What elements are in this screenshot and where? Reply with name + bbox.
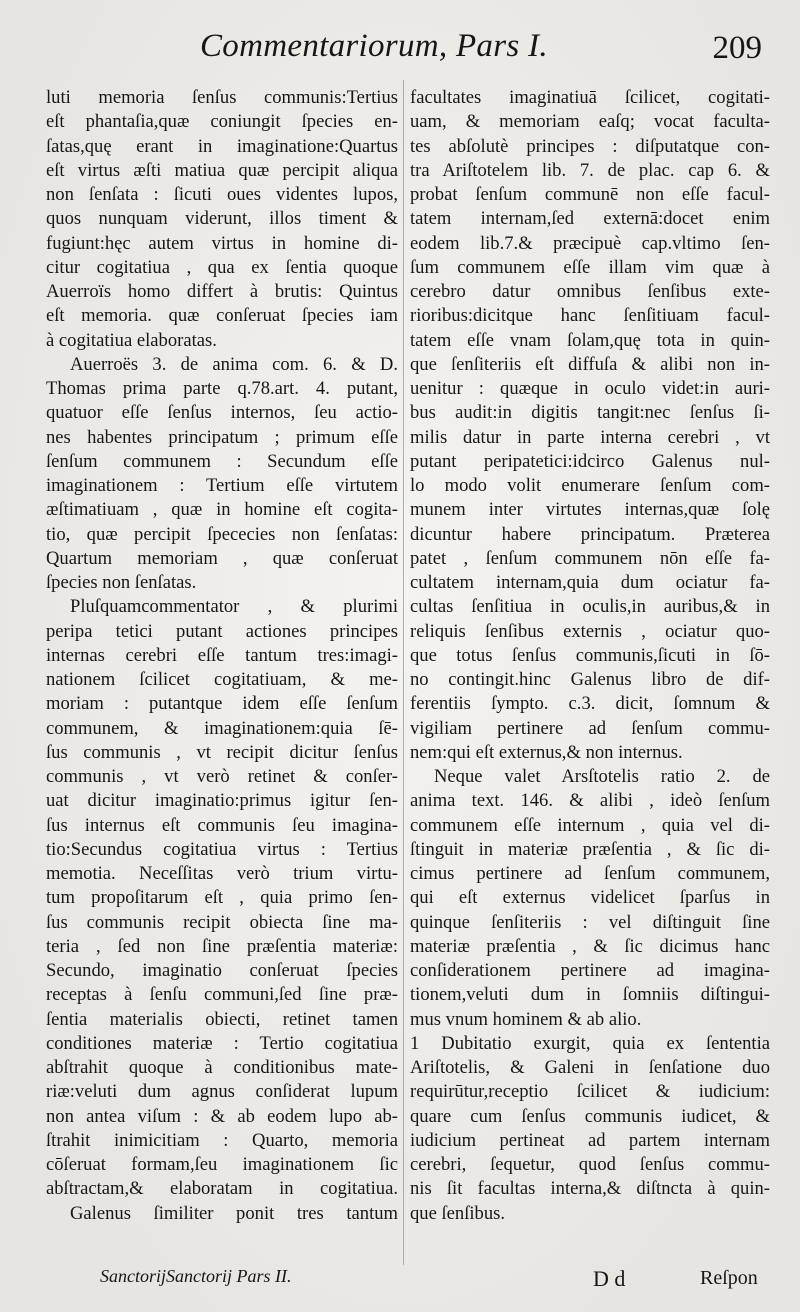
text-line: ſentia materialis obiecti, retinet tamen [46,1008,398,1030]
text-line: eſt virtus æſti matiua quæ percipit aliqua [46,159,398,181]
text-line: cultas ſenſitiua in oculis,in auribus,& in [410,596,770,618]
signature-mark: D d [593,1266,626,1291]
text-line: luti memoria ſenſus communis:Tertius [46,87,398,108]
text-line: tum propoſitarum eſt , quia primo ſen- [46,887,398,909]
text-line: ſtrahit inimicitiam : Quarto, memoria [46,1129,398,1151]
text-line: ferentiis ſympto. c.3. dicit, ſomnum & [410,693,770,715]
text-line: citur cogitatiua , qua ex ſentia quoque [46,256,398,278]
text-line: nem:qui eſt externus,& non internus. [410,741,683,763]
text-line: cerebro datur omnibus ſenſibus exte- [410,281,770,302]
text-line: Thomas prima parte q.78.art. 4. putant, [46,378,398,399]
text-line: ſtinguit in materiæ præſentia , & ſic di- [410,838,770,860]
page-number: 209 [712,30,762,66]
text-line: quatuor eſſe ſenſus internos, ſeu actio- [46,402,398,424]
running-title: Commentariorum, Pars I. [200,28,548,64]
text-line: reliquis ſenſibus externis , ociatur quo- [410,620,770,642]
text-line: uenitur : quæque in oculo videt:in auri- [410,378,770,399]
text-line: milis datur in parte interna cerebri , vt [410,426,770,448]
catchword: Reſpon [700,1267,758,1289]
text-line: internas cerebri eſſe tantum tres:imagi- [46,644,398,666]
text-line: anima text. 146. & alibi , ideò ſenſum [410,790,770,812]
text-line: Neque valet Arsſtotelis ratio 2. de [434,766,770,787]
text-line: communis , vt verò retinet & conſer- [46,766,398,787]
page-header [0,26,800,76]
text-line: cōſeruat formam,ſeu imaginationem ſic [46,1154,398,1175]
text-line: rioribus:dicitque hanc ſenſitiuam facul- [410,305,770,327]
footer-book-title: SanctorijSanctorij Pars II. [100,1266,292,1286]
text-line: non antea viſum : & ab eodem lupo ab- [46,1105,398,1127]
text-line: abſtrahit quoque à conditionibus mate- [46,1057,398,1078]
text-line: fugiunt:hęc autem virtus in homine di- [46,232,398,254]
text-line: uat dicitur imaginatio:primus igitur ſen- [46,790,398,812]
text-line: Quartum memoriam , quæ conſeruat [46,547,398,569]
text-line: qui eſt externus videlicet ſparſus in [410,887,770,909]
text-line: memotia. Neceſſitas verò trium virtu- [46,863,398,884]
text-line: quare cum ſenſus communis iudicet, & [410,1105,770,1127]
text-line: 1 Dubitatio exurgit, quia ex ſententia [410,1032,770,1054]
text-line: imaginationem : Tertium eſſe virtutem [46,475,398,496]
text-line: que ſenſiteriis eſt diffuſa & alibi non in- [410,353,770,375]
text-line: iudicium pertineat ad partem internam [410,1129,770,1151]
text-line: cultatem internam,quia dum ociatur fa- [410,572,770,593]
text-line: patet , ſenſum communem nōn eſſe fa- [410,547,770,569]
text-line: receptas à ſenſu communi,ſed ſine præ- [46,984,398,1006]
text-line: nis ſit facultas interna,& diſtncta à quin- [410,1178,770,1200]
text-line: Secundo, imaginatio conſeruat ſpecies [46,960,398,981]
text-line: quinque ſenſiteriis : vel diſtinguit ſine [410,911,770,933]
text-line: eſt phantaſia,quæ coniungit ſpecies en- [46,111,398,133]
text-line: ſus communis recipit obiecta ſine ma- [46,911,398,933]
text-line: abſtractam,& elaboratam in cogitatiua. [46,1178,398,1200]
text-line: ſum communem eſſe illam vim quæ à [410,256,770,278]
text-line: tatem internam,ſed externā:docet enim [410,208,770,230]
text-line: putant peripatetici:idcirco Galenus nul- [410,450,770,472]
text-line: que ſenſibus. [410,1202,506,1224]
text-line: ſus internus eſt communis ſeu imagina- [46,814,398,836]
text-line: tio:Secundus cogitatiua virtus : Tertius [46,838,398,860]
text-line: no contingit.hinc Galenus libro de dif- [410,669,770,690]
text-line: ſpecies non ſenſatas. [46,572,197,593]
text-line: bus audit:in digitis tangit:nec ſenſus ſi- [410,402,770,424]
text-line: que totus ſenſus communis,ſicuti in ſō- [410,644,770,666]
text-line: tes abſolutè principes : diſputatque con- [410,135,770,157]
text-line: communem, & imaginationem:quia ſē- [46,717,398,739]
text-line: teria , ſed non ſine præſentia materiæ: [46,935,398,957]
right-text-column [410,86,770,1276]
text-line: eodem lib.7.& præcipuè cap.vltimo ſen- [410,232,770,254]
text-line: facultates imaginatiuā ſcilicet, cogitati- [410,87,770,108]
text-line: Auerroïs homo differt à brutis: Quintus [46,281,398,302]
text-line: dicuntur habere principatum. Præterea [410,523,770,545]
text-line: vigiliam pertinere ad ſenſum commu- [410,717,770,739]
text-line: mus vnum hominem & ab alio. [410,1008,642,1030]
text-line: quos nunquam viderunt, illos timent & [46,208,398,230]
left-text-column [46,86,398,1276]
text-line: Ariſtotelis, & Galeni in ſenſatione duo [410,1057,770,1078]
text-line: conditiones materiæ : Tertio cogitatiua [46,1032,398,1054]
text-line: à cogitatiua elaboratas. [46,329,217,351]
text-line: probat ſenſum communē non eſſe facul- [410,184,770,205]
text-line: Pluſquamcommentator , & plurimi [70,596,398,618]
text-line: moriam : putantque idem eſſe ſenſum [46,693,398,715]
text-line: cimus pertinere ad ſenſum communem, [410,863,770,884]
text-line: requirūtur,receptio ſcilicet & iudicium: [410,1081,770,1103]
text-line: materiæ præſentia , & ſic dicimus hanc [410,935,770,957]
page-footer [0,1266,800,1300]
text-line: communem eſſe internum , quia vel di- [410,814,770,836]
text-line: riæ:veluti dum agnus conſiderat lupum [46,1081,398,1103]
text-line: ſus communis , vt recipit dicitur ſenſus [46,741,398,763]
text-line: eſt memoria. quæ conſeruat ſpecies iam [46,305,398,327]
text-line: cerebri, ſequetur, quod ſenſus commu- [410,1154,770,1175]
text-line: Galenus ſimiliter ponit tres tantum [70,1202,398,1224]
text-line: tionem,veluti dum in ſomniis diſtingui- [410,984,770,1006]
text-line: uam, & memoriam eaſq; vocat faculta- [410,111,770,133]
text-line: conſiderationem pertinere ad imagina- [410,960,770,981]
text-line: peripa tetici putant actiones principes [46,620,398,642]
text-line: ſenſum communem : Secundum eſſe [46,450,398,472]
text-line: non ſenſata : ſicuti oues videntes lupos, [46,184,398,205]
text-line: lo modo volit enumerare ſenſum com- [410,475,770,496]
text-line: nationem ſcilicet cogitatiuam, & me- [46,669,398,690]
column-divider [403,80,404,1265]
text-line: tatem eſſe vnam ſolam,quę tota in quin- [410,329,770,351]
text-line: nes habentes principatum ; primum eſſe [46,426,398,448]
text-line: ſatas,quę erant in imaginatione:Quartus [46,135,398,157]
text-line: æſtimatiuam , quæ in homine eſt cogita- [46,499,398,521]
text-line: munem inter virtutes internas,quæ ſolę [410,499,770,521]
text-line: tio, quæ percipit ſpececies non ſenſatas: [46,523,398,545]
text-line: tra Ariſtotelem lib. 7. de plac. cap 6. & [410,159,770,181]
text-line: Auerroës 3. de anima com. 6. & D. [70,353,398,375]
